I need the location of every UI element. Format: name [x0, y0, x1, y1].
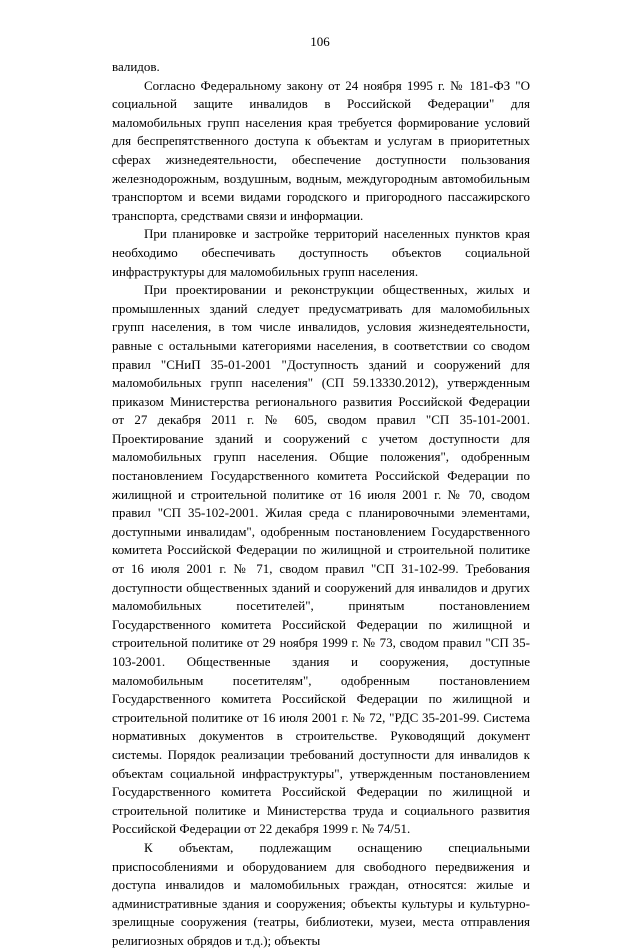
- paragraph: К объектам, подлежащим оснащению специальными приспособлениями и оборудованием для свободного передвижения и доступа инвалидов и маломобильных граждан, относятся: жилые и административные здания и сооружения; объекты культуры и культурно-зрелищные сооружения (театры, библиотеки, музеи, места отправления религиозных обрядов и т.д.); объекты: [112, 839, 530, 948]
- body-text: [112, 58, 530, 951]
- paragraph: Согласно Федеральному закону от 24 ноября 1995 г. № 181-ФЗ "О социальной защите инвалидов в Российской Федерации" для маломобильных групп населения края требуется формирование условий для беспрепятственного доступа к объектам и услугам в приоритетных сферах жизнедеятельности, обеспечение доступности пользования железнодорожным, воздушным, водным, междугородным автомобильным транспортом и всеми видами городского и пригородного пассажирского транспорта, средствами связи и информации.: [112, 77, 530, 223]
- paragraph-continuation: валидов.: [112, 59, 160, 74]
- page-number: 106: [310, 34, 330, 49]
- paragraph: При проектировании и реконструкции общественных, жилых и промышленных зданий следует предусматривать для маломобильных групп населения, в том числе инвалидов, условия жизнедеятельности, равные с остальными категориями населения, в соответствии со сводом правил "СНиП 35-01-2001 "Доступность зданий и сооружений для маломобильных групп населения" (СП 59.13330.2012), утвержденным приказом Министерства регионального развития Российской Федерации от 27 декабря 2011 г. № 605, сводом правил "СП 35-101-2001. Проектирование зданий и сооружений с учетом доступности для маломобильных групп населения. Общие положения", одобренным постановлением Государственного комитета Российской Федерации по жилищной и строительной политике от 16 июля 2001 г. № 70, сводом правил "СП 35-102-2001. Жилая среда с планировочными элементами, доступными инвалидам", одобренным постановлением Государственного комитета Российской Федерации по жилищной и строительной политике от 16 июля 2001 г. № 71, сводом правил "СП 31-102-99. Требования доступности общественных зданий и сооружений для инвалидов и других маломобильных посетителей", принятым постановлением Государственного комитета Российской Федерации по жилищной и строительной политике от 29 ноября 1999 г. № 73, сводом правил "СП 35-103-2001. Общественные здания и сооружения, доступные маломобильным посетителям", одобренным постановлением Государственного комитета Российской Федерации по жилищной и строительной политике от 16 июля 2001 г. № 72, "РДС 35-201-99. Система нормативных документов в строительстве. Руководящий документ системы. Порядок реализации требований доступности для инвалидов к объектам социальной инфраструктуры", утвержденным постановлением Государственного комитета Российской Федерации по жилищной и строительной политике и Министерства труда и социального развития Российской Федерации от 22 декабря 1999 г. № 74/51.: [112, 282, 530, 837]
- paragraph: При планировке и застройке территорий населенных пунктов края необходимо обеспечивать доступность объектов социальной инфраструктуры для маломобильных групп населения.: [112, 226, 530, 279]
